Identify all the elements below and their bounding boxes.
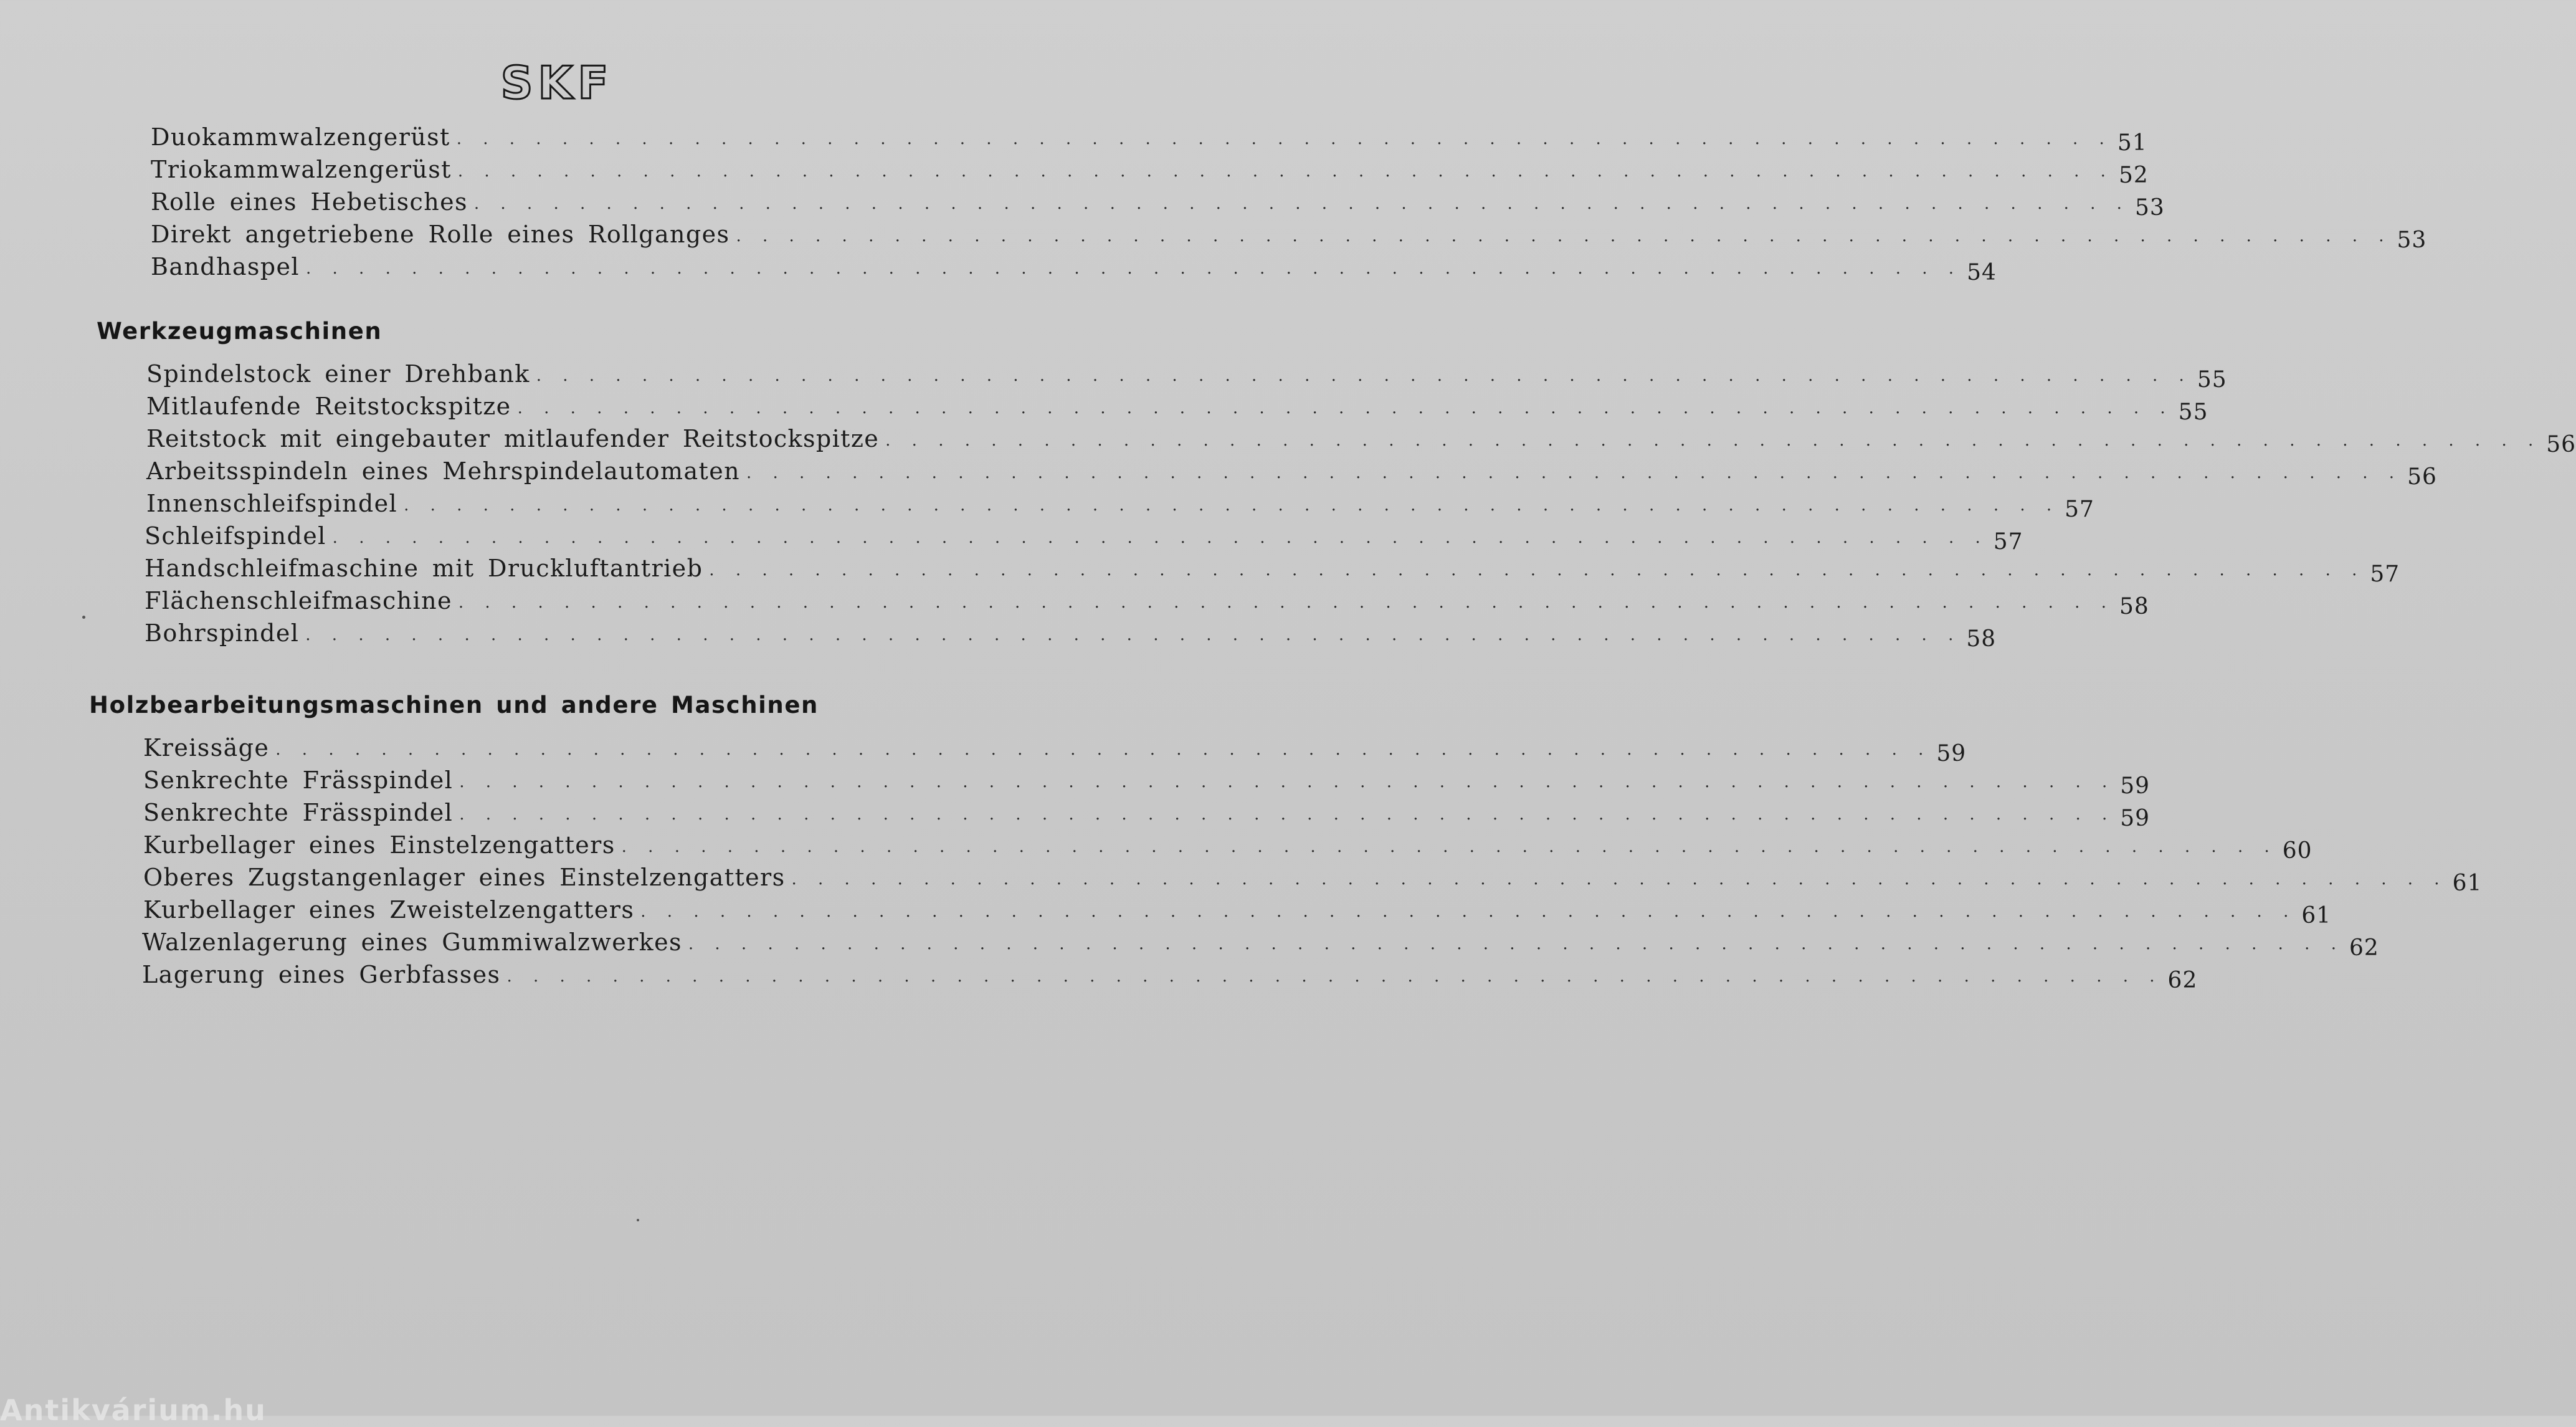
toc-entry[interactable]: [146, 490, 2094, 522]
dot-leader: . . . . . . . . . . . . . . . . . . . . . . . . . . . . . . . . . . . . . . . . . . . . . . . . . . . . . . . . . . . . . . .: [791, 870, 2445, 889]
dot-leader: . . . . . . . . . . . . . . . . . . . . . . . . . . . . . . . . . . . . . . . . . . . . . . . . . . . . . . . . . . . . . . .: [688, 935, 2342, 953]
dot-leader: . . . . . . . . . . . . . . . . . . . . . . . . . . . . . . . . . . . . . . . . . . . . . . . . . . . . . . . . . . . . . . .: [332, 528, 1986, 547]
entry-page-number: 56: [2407, 464, 2437, 490]
dot-leader: . . . . . . . . . . . . . . . . . . . . . . . . . . . . . . . . . . . . . . . . . . . . . . . . . . . . . . . . . . . . . . .: [885, 431, 2539, 450]
entry-page-number: 57: [1993, 529, 2023, 555]
skf-logo-text: SKF: [500, 57, 614, 109]
toc-entry[interactable]: [143, 864, 2483, 896]
dot-leader: . . . . . . . . . . . . . . . . . . . . . . . . . . . . . . . . . . . . . . . . . . . . . . . . . . . . . . . . . . . . . . .: [404, 496, 2058, 515]
entry-title: Direkt angetriebene Rolle eines Rollganges: [151, 221, 730, 248]
toc-entry[interactable]: [143, 766, 2151, 799]
entry-title: Walzenlagerung eines Gummiwalzwerkes: [142, 928, 682, 956]
dot-leader: . . . . . . . . . . . . . . . . . . . . . . . . . . . . . . . . . . . . . . . . . . . . . . . . . . . . . . . . . . . . . . .: [506, 967, 2160, 986]
toc-entry[interactable]: [151, 123, 2147, 156]
entry-page-number: 61: [2452, 871, 2483, 896]
paper-speck: [82, 616, 85, 619]
paper-speck: [637, 1219, 639, 1221]
toc-entry[interactable]: [151, 156, 2149, 188]
entry-title: Lagerung eines Gerbfasses: [142, 961, 501, 988]
entry-page-number: 60: [2282, 838, 2312, 864]
dot-leader: . . . . . . . . . . . . . . . . . . . . . . . . . . . . . . . . . . . . . . . . . . . . . . . . . . . . . . . . . . . . . . .: [709, 561, 2363, 580]
toc-entry[interactable]: [146, 360, 2227, 393]
entry-title: Arbeitsspindeln eines Mehrspindelautomaten: [146, 457, 740, 485]
dot-leader: . . . . . . . . . . . . . . . . . . . . . . . . . . . . . . . . . . . . . . . . . . . . . . . . . . . . . . . . . . . . . . .: [458, 593, 2112, 612]
entry-page-number: 58: [2119, 594, 2149, 619]
entry-page-number: 53: [2134, 195, 2165, 221]
entry-page-number: 59: [1936, 741, 1967, 766]
entry-title: Triokammwalzengerüst: [151, 156, 452, 183]
dot-leader: . . . . . . . . . . . . . . . . . . . . . . . . . . . . . . . . . . . . . . . . . . . . . . . . . . . . . . . . . . . . . . .: [456, 130, 2110, 148]
dot-leader: . . . . . . . . . . . . . . . . . . . . . . . . . . . . . . . . . . . . . . . . . . . . . . . . . . . . . . . . . . . . . . .: [305, 626, 1959, 644]
entry-title: Kurbellager eines Zweistelzengatters: [143, 896, 635, 923]
toc-entry[interactable]: [145, 587, 2149, 619]
dot-leader: . . . . . . . . . . . . . . . . . . . . . . . . . . . . . . . . . . . . . . . . . . . . . . . . . . . . . . . . . . . . . . .: [746, 464, 2400, 482]
entry-title: Oberes Zugstangenlager eines Einstelzengatters: [143, 864, 786, 891]
entry-page-number: 62: [2349, 935, 2379, 961]
entry-page-number: 54: [1967, 260, 1997, 285]
toc-entry[interactable]: [151, 221, 2427, 253]
entry-page-number: 55: [2178, 399, 2208, 425]
toc-entry[interactable]: [146, 393, 2208, 425]
entry-page-number: 61: [2301, 903, 2332, 928]
entry-title: Bohrspindel: [145, 619, 300, 647]
entry-page-number: 58: [1966, 626, 1997, 652]
dot-leader: . . . . . . . . . . . . . . . . . . . . . . . . . . . . . . . . . . . . . . . . . . . . . . . . . . . . . . . . . . . . . . .: [457, 162, 2111, 181]
dot-leader: . . . . . . . . . . . . . . . . . . . . . . . . . . . . . . . . . . . . . . . . . . . . . . . . . . . . . . . . . . . . . . .: [640, 902, 2294, 921]
toc-entry[interactable]: [143, 734, 1967, 766]
dot-leader: . . . . . . . . . . . . . . . . . . . . . . . . . . . . . . . . . . . . . . . . . . . . . . . . . . . . . . . . . . . . . . .: [305, 259, 1960, 278]
dot-leader: . . . . . . . . . . . . . . . . . . . . . . . . . . . . . . . . . . . . . . . . . . . . . . . . . . . . . . . . . . . . . . .: [473, 194, 2127, 213]
entry-title: Kurbellager eines Einstelzengatters: [143, 831, 615, 859]
toc-entry[interactable]: [151, 188, 2165, 221]
entry-page-number: 62: [2167, 968, 2198, 993]
entry-page-number: 52: [2118, 163, 2149, 188]
entry-page-number: 59: [2120, 806, 2151, 831]
dot-leader: . . . . . . . . . . . . . . . . . . . . . . . . . . . . . . . . . . . . . . . . . . . . . . . . . . . . . . . . . . . . . . .: [275, 740, 1929, 759]
dot-leader: . . . . . . . . . . . . . . . . . . . . . . . . . . . . . . . . . . . . . . . . . . . . . . . . . . . . . . . . . . . . . . .: [621, 838, 2275, 856]
entry-title: Innenschleifspindel: [146, 490, 398, 517]
entry-page-number: 55: [2197, 367, 2227, 393]
dot-leader: . . . . . . . . . . . . . . . . . . . . . . . . . . . . . . . . . . . . . . . . . . . . . . . . . . . . . . . . . . . . . . .: [536, 366, 2190, 385]
dot-leader: . . . . . . . . . . . . . . . . . . . . . . . . . . . . . . . . . . . . . . . . . . . . . . . . . . . . . . . . . . . . . . .: [736, 227, 2390, 246]
section-heading-holzbearbeitung: Holzbearbeitungsmaschinen und andere Maschinen: [89, 692, 819, 718]
dot-leader: . . . . . . . . . . . . . . . . . . . . . . . . . . . . . . . . . . . . . . . . . . . . . . . . . . . . . . . . . . . . . . .: [459, 805, 2113, 824]
entry-title: Flächenschleifmaschine: [145, 587, 452, 614]
entry-page-number: 57: [2065, 497, 2094, 522]
toc-entry[interactable]: [145, 522, 2023, 555]
entry-title: Kreissäge: [143, 734, 270, 761]
entry-title: Schleifspindel: [145, 522, 326, 550]
dot-leader: . . . . . . . . . . . . . . . . . . . . . . . . . . . . . . . . . . . . . . . . . . . . . . . . . . . . . . . . . . . . . . .: [459, 773, 2113, 791]
toc-entry[interactable]: [145, 619, 1997, 652]
toc-entry[interactable]: [146, 425, 2576, 457]
entry-page-number: 51: [2117, 130, 2147, 156]
skf-logo: [473, 57, 640, 109]
entry-page-number: 57: [2370, 561, 2400, 587]
entry-title: Bandhaspel: [151, 253, 300, 280]
toc-entry[interactable]: [145, 555, 2400, 587]
entry-title: Senkrechte Frässpindel: [143, 766, 454, 794]
toc-entry[interactable]: [142, 928, 2379, 961]
entry-title: Mitlaufende Reitstockspitze: [146, 393, 511, 420]
entry-page-number: 56: [2546, 432, 2576, 457]
entry-title: Handschleifmaschine mit Druckluftantrieb: [145, 555, 703, 582]
dot-leader: . . . . . . . . . . . . . . . . . . . . . . . . . . . . . . . . . . . . . . . . . . . . . . . . . . . . . . . . . . . . . . .: [517, 399, 2171, 418]
toc-entry[interactable]: [143, 831, 2312, 864]
entry-title: Duokammwalzengerüst: [151, 123, 450, 151]
toc-entry[interactable]: [143, 799, 2151, 831]
entry-page-number: 53: [2397, 227, 2427, 253]
toc-entry[interactable]: [143, 896, 2332, 928]
section-heading-werkzeugmaschinen: Werkzeugmaschinen: [97, 318, 383, 345]
entry-title: Rolle eines Hebetisches: [151, 188, 468, 216]
entry-title: Spindelstock einer Drehbank: [146, 360, 530, 388]
toc-entry[interactable]: [151, 253, 1997, 285]
toc-entry[interactable]: [142, 961, 2198, 993]
entry-title: Senkrechte Frässpindel: [143, 799, 454, 826]
toc-entry[interactable]: [146, 457, 2437, 490]
watermark-text: Antikvárium.hu: [0, 1393, 267, 1427]
entry-page-number: 59: [2120, 773, 2151, 799]
entry-title: Reitstock mit eingebauter mitlaufender Reitstockspitze: [146, 425, 880, 452]
